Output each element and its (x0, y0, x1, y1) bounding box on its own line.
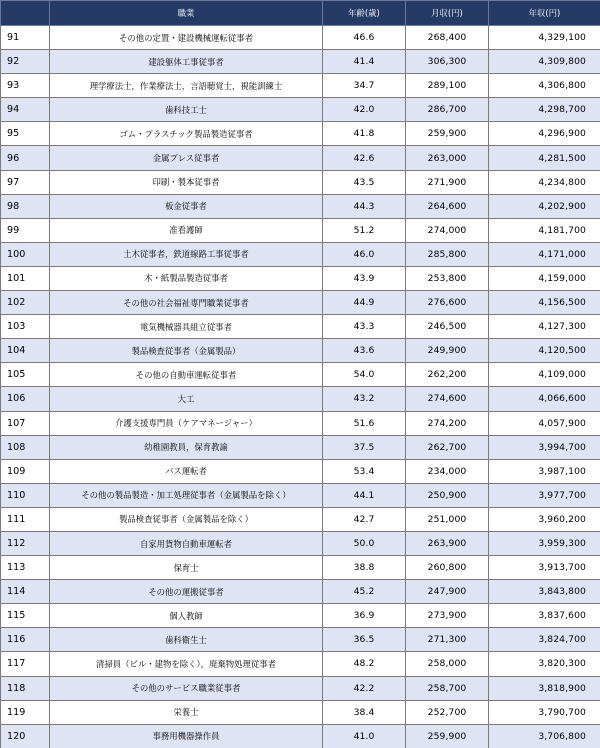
table-row (1, 459, 600, 483)
annual-income-cell: 4,329,100 (489, 26, 600, 50)
annual-income-cell: 4,159,000 (489, 266, 600, 290)
age-cell: 34.7 (323, 74, 406, 98)
table-row (1, 291, 600, 315)
annual-income-cell: 3,824,700 (489, 628, 600, 652)
table-row (1, 146, 600, 170)
rank-cell: 120 (1, 724, 50, 748)
table-row (1, 315, 600, 339)
age-cell: 42.2 (323, 676, 406, 700)
rank-cell: 116 (1, 628, 50, 652)
annual-income-cell: 3,913,700 (489, 556, 600, 580)
rank-cell: 101 (1, 266, 50, 290)
occupation-cell: その他の製品製造・加工処理従事者（金属製品を除く） (50, 483, 323, 507)
occupation-cell: 准看護師 (50, 218, 323, 242)
header-row (1, 1, 600, 26)
annual-income-cell: 4,156,500 (489, 291, 600, 315)
rank-cell: 92 (1, 50, 50, 74)
occupation-cell: 木・紙製品製造従事者 (50, 266, 323, 290)
occupation-cell: 清掃員（ビル・建物を除く），廃棄物処理従事者 (50, 652, 323, 676)
table-row (1, 724, 600, 748)
table-row (1, 266, 600, 290)
table-row (1, 74, 600, 98)
age-cell: 36.9 (323, 604, 406, 628)
occupation-cell: その他の自動車運転従事者 (50, 363, 323, 387)
annual-income-cell: 3,837,600 (489, 604, 600, 628)
table-row (1, 435, 600, 459)
rank-cell: 95 (1, 122, 50, 146)
rank-cell: 106 (1, 387, 50, 411)
rank-cell: 115 (1, 604, 50, 628)
annual-income-cell: 4,309,800 (489, 50, 600, 74)
rank-cell: 91 (1, 26, 50, 50)
rank-cell: 117 (1, 652, 50, 676)
table-row (1, 26, 600, 50)
annual-income-cell: 4,281,500 (489, 146, 600, 170)
table-row (1, 580, 600, 604)
monthly-income-cell: 260,800 (406, 556, 489, 580)
occupation-cell: 印刷・製本従事者 (50, 170, 323, 194)
age-cell: 43.6 (323, 339, 406, 363)
monthly-income-cell: 249,900 (406, 339, 489, 363)
annual-income-cell: 3,987,100 (489, 459, 600, 483)
monthly-income-cell: 274,200 (406, 411, 489, 435)
age-cell: 54.0 (323, 363, 406, 387)
monthly-income-cell: 276,600 (406, 291, 489, 315)
rank-cell: 93 (1, 74, 50, 98)
occupation-cell: 製品検査従事者（金属製品） (50, 339, 323, 363)
annual-income-cell: 3,960,200 (489, 507, 600, 531)
annual-income-cell: 4,171,000 (489, 242, 600, 266)
age-cell: 43.2 (323, 387, 406, 411)
age-cell: 46.0 (323, 242, 406, 266)
annual-income-cell: 3,959,300 (489, 531, 600, 555)
annual-income-cell: 3,977,700 (489, 483, 600, 507)
occupation-cell: 幼稚園教員，保育教諭 (50, 435, 323, 459)
occupation-cell: 栄養士 (50, 700, 323, 724)
rank-cell: 105 (1, 363, 50, 387)
occupation-cell: 製品検査従事者（金属製品を除く） (50, 507, 323, 531)
age-cell: 42.7 (323, 507, 406, 531)
occupation-cell: 歯科衛生士 (50, 628, 323, 652)
table-row (1, 652, 600, 676)
age-cell: 44.9 (323, 291, 406, 315)
occupation-cell: 歯科技工士 (50, 98, 323, 122)
rank-cell: 118 (1, 676, 50, 700)
monthly-income-cell: 306,300 (406, 50, 489, 74)
monthly-income-cell: 273,900 (406, 604, 489, 628)
occupation-cell: 土木従事者，鉄道線路工事従事者 (50, 242, 323, 266)
table-row (1, 170, 600, 194)
occupation-cell: ゴム・プラスチック製品製造従事者 (50, 122, 323, 146)
table-row (1, 604, 600, 628)
occupation-cell: 自家用貨物自動車運転者 (50, 531, 323, 555)
age-cell: 50.0 (323, 531, 406, 555)
rank-cell: 94 (1, 98, 50, 122)
annual-income-cell: 4,296,900 (489, 122, 600, 146)
monthly-income-cell: 271,900 (406, 170, 489, 194)
monthly-income-cell: 250,900 (406, 483, 489, 507)
age-cell: 41.0 (323, 724, 406, 748)
monthly-income-cell: 252,700 (406, 700, 489, 724)
rank-cell: 100 (1, 242, 50, 266)
table-row (1, 218, 600, 242)
monthly-income-cell: 263,900 (406, 531, 489, 555)
annual-income-cell: 4,234,800 (489, 170, 600, 194)
age-cell: 42.0 (323, 98, 406, 122)
table-row (1, 411, 600, 435)
rank-cell: 103 (1, 315, 50, 339)
occupation-cell: その他のサービス職業従事者 (50, 676, 323, 700)
rank-cell: 110 (1, 483, 50, 507)
annual-income-cell: 3,843,800 (489, 580, 600, 604)
age-cell: 48.2 (323, 652, 406, 676)
annual-income-cell: 4,202,900 (489, 194, 600, 218)
monthly-income-cell: 271,300 (406, 628, 489, 652)
age-cell: 43.3 (323, 315, 406, 339)
monthly-income-cell: 251,000 (406, 507, 489, 531)
age-cell: 45.2 (323, 580, 406, 604)
age-cell: 37.5 (323, 435, 406, 459)
occupation-cell: 板金従事者 (50, 194, 323, 218)
occupation-cell: 理学療法士，作業療法士，言語聴覚士，視能訓練士 (50, 74, 323, 98)
annual-income-cell: 4,057,900 (489, 411, 600, 435)
table-row (1, 556, 600, 580)
annual-income-cell: 4,306,800 (489, 74, 600, 98)
occupation-cell: 事務用機器操作員 (50, 724, 323, 748)
rank-cell: 98 (1, 194, 50, 218)
rank-cell: 112 (1, 531, 50, 555)
occupation-cell: 大工 (50, 387, 323, 411)
monthly-income-cell: 262,200 (406, 363, 489, 387)
table-row (1, 363, 600, 387)
annual-income-cell: 3,820,300 (489, 652, 600, 676)
age-cell: 41.4 (323, 50, 406, 74)
occupation-cell: 保育士 (50, 556, 323, 580)
age-cell: 44.3 (323, 194, 406, 218)
annual-income-cell: 4,298,700 (489, 98, 600, 122)
table-row (1, 339, 600, 363)
rank-cell: 102 (1, 291, 50, 315)
monthly-income-cell: 246,500 (406, 315, 489, 339)
table-row (1, 242, 600, 266)
occupation-cell: バス運転者 (50, 459, 323, 483)
age-cell: 51.2 (323, 218, 406, 242)
table-row (1, 122, 600, 146)
age-cell: 43.9 (323, 266, 406, 290)
monthly-income-cell: 259,900 (406, 724, 489, 748)
rank-cell: 108 (1, 435, 50, 459)
annual-income-cell: 3,790,700 (489, 700, 600, 724)
rank-cell: 111 (1, 507, 50, 531)
table-row (1, 483, 600, 507)
rank-cell: 104 (1, 339, 50, 363)
annual-income-cell: 4,109,000 (489, 363, 600, 387)
table-header (1, 1, 600, 26)
table-row (1, 98, 600, 122)
rank-cell: 114 (1, 580, 50, 604)
monthly-income-cell: 262,700 (406, 435, 489, 459)
rank-cell: 119 (1, 700, 50, 724)
header-occupation: 職業 (50, 1, 323, 26)
annual-income-cell: 3,994,700 (489, 435, 600, 459)
rank-cell: 113 (1, 556, 50, 580)
age-cell: 43.5 (323, 170, 406, 194)
occupation-cell: 電気機械器具組立従事者 (50, 315, 323, 339)
occupation-cell: 介護支援専門員（ケアマネージャー） (50, 411, 323, 435)
header-age: 年齢(歳) (323, 1, 406, 26)
age-cell: 46.6 (323, 26, 406, 50)
rank-cell: 96 (1, 146, 50, 170)
table-row (1, 507, 600, 531)
monthly-income-cell: 259,900 (406, 122, 489, 146)
occupation-cell: その他の運搬従事者 (50, 580, 323, 604)
age-cell: 36.5 (323, 628, 406, 652)
monthly-income-cell: 285,800 (406, 242, 489, 266)
occupation-cell: 金属プレス従事者 (50, 146, 323, 170)
annual-income-cell: 4,066,600 (489, 387, 600, 411)
monthly-income-cell: 289,100 (406, 74, 489, 98)
age-cell: 51.6 (323, 411, 406, 435)
occupation-cell: 建設躯体工事従事者 (50, 50, 323, 74)
rank-cell: 107 (1, 411, 50, 435)
header-monthly-income: 月収(円) (406, 1, 489, 26)
table-row (1, 700, 600, 724)
age-cell: 38.8 (323, 556, 406, 580)
occupation-cell: その他の社会福祉専門職業従事者 (50, 291, 323, 315)
monthly-income-cell: 264,600 (406, 194, 489, 218)
annual-income-cell: 4,181,700 (489, 218, 600, 242)
annual-income-cell: 4,127,300 (489, 315, 600, 339)
rank-cell: 97 (1, 170, 50, 194)
header-annual-income: 年収(円) (489, 1, 600, 26)
monthly-income-cell: 258,700 (406, 676, 489, 700)
table-row (1, 676, 600, 700)
table-row (1, 387, 600, 411)
occupation-cell: その他の定置・建設機械運転従事者 (50, 26, 323, 50)
age-cell: 41.8 (323, 122, 406, 146)
monthly-income-cell: 274,000 (406, 218, 489, 242)
age-cell: 42.6 (323, 146, 406, 170)
monthly-income-cell: 263,000 (406, 146, 489, 170)
monthly-income-cell: 253,800 (406, 266, 489, 290)
age-cell: 38.4 (323, 700, 406, 724)
monthly-income-cell: 247,900 (406, 580, 489, 604)
age-cell: 53.4 (323, 459, 406, 483)
header-rank (1, 1, 50, 26)
monthly-income-cell: 234,000 (406, 459, 489, 483)
table-row (1, 531, 600, 555)
table-row (1, 628, 600, 652)
annual-income-cell: 4,120,500 (489, 339, 600, 363)
annual-income-cell: 3,706,800 (489, 724, 600, 748)
occupation-cell: 個人教師 (50, 604, 323, 628)
monthly-income-cell: 258,000 (406, 652, 489, 676)
annual-income-cell: 3,818,900 (489, 676, 600, 700)
monthly-income-cell: 274,600 (406, 387, 489, 411)
table-row (1, 194, 600, 218)
monthly-income-cell: 268,400 (406, 26, 489, 50)
rank-cell: 99 (1, 218, 50, 242)
age-cell: 44.1 (323, 483, 406, 507)
monthly-income-cell: 286,700 (406, 98, 489, 122)
table-body (1, 26, 600, 748)
rank-cell: 109 (1, 459, 50, 483)
table-row (1, 50, 600, 74)
